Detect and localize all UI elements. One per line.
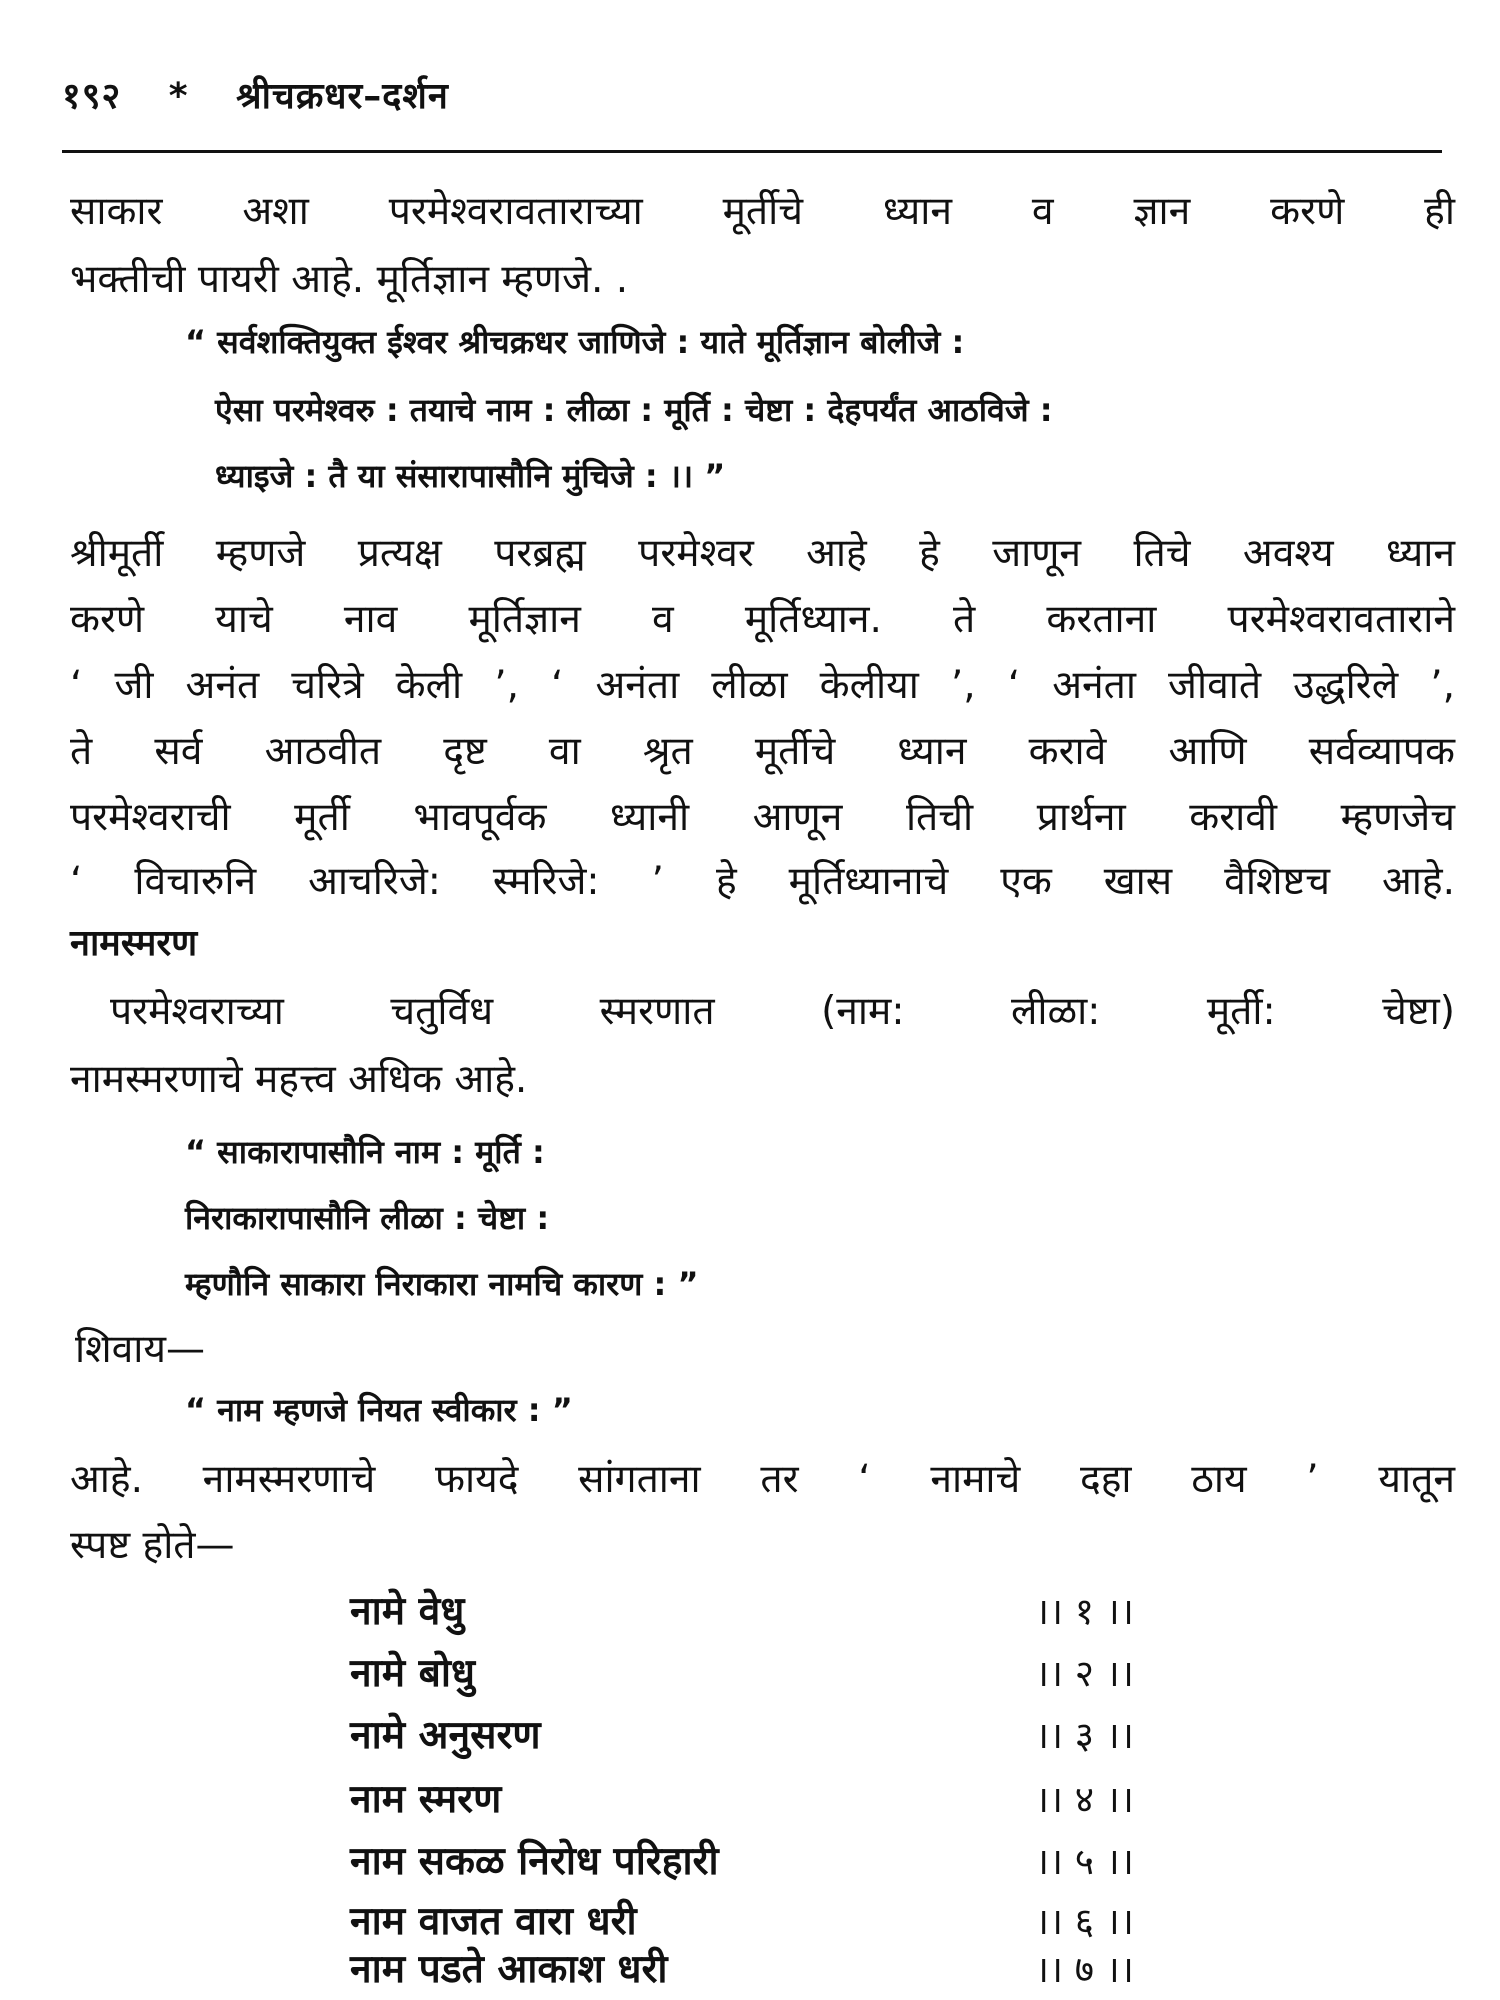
verse-number: ।। ६ ।। xyxy=(1035,1900,1134,1943)
header-star: * xyxy=(168,76,189,117)
page-number: १९२ xyxy=(62,76,122,117)
verse-line: नामे अनुसरण xyxy=(350,1713,541,1758)
paragraph-line: शिवाय— xyxy=(75,1327,206,1372)
page-header xyxy=(62,70,483,119)
verse-number: ।। २ ।। xyxy=(1035,1652,1134,1695)
paragraph-line: नामस्मरणाचे महत्त्व अधिक आहे. xyxy=(70,1057,528,1102)
verse-line: नाम स्मरण xyxy=(350,1777,502,1822)
verse-number: ।। ३ ।। xyxy=(1035,1714,1134,1757)
paragraph-line: भक्तीची पायरी आहे. मूर्तिज्ञान म्हणजे. . xyxy=(70,257,629,302)
book-title: श्रीचक्रधर–दर्शन xyxy=(236,76,449,117)
quote-line: “ सर्वशक्तियुक्त ईश्वर श्रीचक्रधर जाणिजे : याते मूर्तिज्ञान बोलीजे : xyxy=(185,323,965,361)
paragraph-line: आहे. नामस्मरणाचे फायदे सांगताना तर ‘ नामाचे दहा ठाय ’ यातून xyxy=(70,1457,1455,1502)
quote-line: म्हणौनि साकारा निराकारा नामचि कारण : ” xyxy=(185,1265,699,1303)
verse-number: ।। ५ ।। xyxy=(1035,1840,1134,1883)
paragraph-line: परमेश्वराच्या चतुर्विध स्मरणात (नाम: लीळा: मूर्ती: चेष्टा) xyxy=(110,989,1455,1034)
quote-line: ऐसा परमेश्वरु : तयाचे नाम : लीळा : मूर्ति : चेष्टा : देहपर्यंत आठविजे : xyxy=(215,391,1053,429)
header-rule xyxy=(62,150,1442,153)
paragraph-line: ‘ जी अनंत चरित्रे केली ’, ‘ अनंता लीळा केलीया ’, ‘ अनंता जीवाते उद्धरिले ’, xyxy=(70,663,1455,708)
verse-line: नामे वेधु xyxy=(350,1589,465,1634)
verse-line: नाम पडते आकाश धरी xyxy=(350,1947,668,1992)
quote-line: निराकारापासौनि लीळा : चेष्टा : xyxy=(185,1199,550,1237)
verse-line: नाम सकळ निरोध परिहारी xyxy=(350,1839,719,1884)
paragraph-line: ‘ विचारुनि आचरिजे: स्मरिजे: ’ हे मूर्तिध्यानाचे एक खास वैशिष्टच आहे. xyxy=(70,859,1455,904)
quote-line: ध्याइजे : तै या संसारापासौनि मुंचिजे : ।। ” xyxy=(215,457,726,495)
paragraph-line: स्पष्ट होते— xyxy=(70,1523,235,1568)
verse-number: ।। ७ ।। xyxy=(1035,1948,1134,1991)
paragraph-line: ते सर्व आठवीत दृष्ट वा श्रृत मूर्तीचे ध्यान करावे आणि सर्वव्यापक xyxy=(70,729,1455,774)
paragraph-line: साकार अशा परमेश्वरावताराच्या मूर्तीचे ध्यान व ज्ञान करणे ही xyxy=(70,189,1455,234)
verse-number: ।। १ ।। xyxy=(1035,1590,1134,1633)
section-heading: नामस्मरण xyxy=(70,923,198,964)
verse-line: नामे बोधु xyxy=(350,1651,476,1696)
paragraph-line: श्रीमूर्ती म्हणजे प्रत्यक्ष परब्रह्म परमेश्वर आहे हे जाणून तिचे अवश्य ध्यान xyxy=(70,531,1455,576)
paragraph-line: करणे याचे नाव मूर्तिज्ञान व मूर्तिध्यान. ते करताना परमेश्वरावताराने xyxy=(70,597,1455,642)
quote-line: “ साकारापासौनि नाम : मूर्ति : xyxy=(185,1133,545,1171)
verse-line: नाम वाजत वारा धरी xyxy=(350,1899,637,1944)
quote-line: “ नाम म्हणजे नियत स्वीकार : ” xyxy=(185,1391,573,1429)
paragraph-line: परमेश्वराची मूर्ती भावपूर्वक ध्यानी आणून तिची प्रार्थना करावी म्हणजेच xyxy=(70,795,1455,840)
verse-number: ।। ४ ।। xyxy=(1035,1778,1134,1821)
